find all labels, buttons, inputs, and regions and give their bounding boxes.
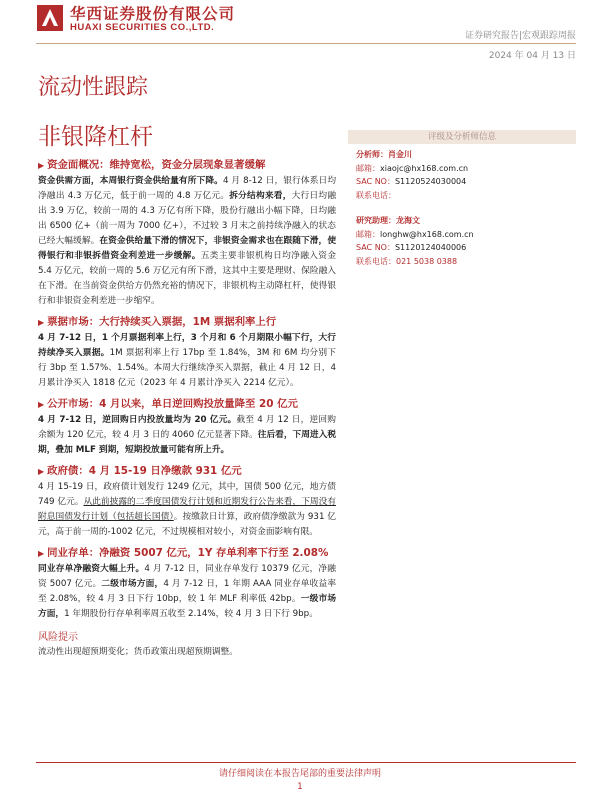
huaxi-logo-icon (36, 4, 64, 32)
assistant-name: 龙海文 (396, 216, 420, 225)
section-paragraph: 4 月 7-12 日，逆回购日内投放量均为 20 亿元。截至 4 月 12 日，逆回购余额为 120 亿元，较 4 月 3 日的 4060 亿元显著下降。往后看，下周进入税期，叠加 MLF 到期，短期投放量可能有所上升。 (38, 415, 337, 455)
analyst-row: 分析师：肖金川 (356, 150, 412, 159)
arrow-right-icon: ▶ (38, 161, 45, 170)
arrow-right-icon: ▶ (38, 400, 45, 409)
assistant-sac: S1120124040006 (394, 243, 467, 252)
section-paragraph: 4 月 15-19 日，政府债计划发行 1249 亿元，其中，国债 500 亿元，地方债 749 亿元。从此前披露的二季度国债发行计划和近期发行公告来看，下周没有附息国债发行计划（包括超长国债）。按缴款日计算，政府债净缴款为 931 亿元，高于前一周的-1002 亿元，不过规模相对较小，对资金面影响有限。 (38, 482, 337, 537)
sidebar-heading: 评级及分析师信息 (348, 130, 576, 144)
section-heading: ▶ 政府债：4 月 15-19 日净缴款 931 亿元 (38, 465, 242, 477)
header-divider (36, 43, 576, 44)
analyst-name: 肖金川 (388, 150, 412, 159)
section-heading: ▶ 公开市场：4 月以来，单日逆回购投放量降至 20 亿元 (38, 398, 298, 410)
section-heading: ▶ 票据市场：大行持续买入票据，1M 票据利率上行 (38, 316, 277, 328)
assistant-row: 研究助理：龙海文 (356, 216, 420, 225)
legal-disclaimer-link[interactable]: 请仔细阅读在本报告尾部的重要法律声明 (218, 769, 381, 779)
report-date: 2024 年 04 月 13 日 (488, 51, 576, 61)
company-name-cn: 华西证券股份有限公司 (70, 5, 236, 23)
arrow-right-icon: ▶ (38, 549, 45, 558)
risk-text: 流动性出现超预期变化；货币政策出现超预期调整。 (38, 647, 238, 657)
company-name-en: HUAXI SECURITIES CO.,LTD. (70, 22, 215, 33)
analyst-email[interactable]: xiaojc@hx168.com.cn (380, 163, 469, 173)
section-3 (38, 397, 336, 458)
analyst-sac: S1120524030004 (394, 177, 467, 186)
report-type: 证券研究报告|宏观跟踪周报 (464, 31, 576, 41)
section-2 (38, 315, 336, 391)
arrow-right-icon: ▶ (38, 318, 45, 327)
assistant-phone: 021 5038 0388 (396, 256, 458, 266)
report-title: 流动性跟踪 (38, 75, 149, 100)
report-subtitle: 非银降杠杆 (38, 124, 153, 150)
arrow-right-icon: ▶ (38, 467, 45, 476)
section-paragraph: 同业存单净融资大幅上升。4 月 7-12 日，同业存单发行 10379 亿元，净融资 5007 亿元。二级市场方面，4 月 7-12 日，1 年期 AAA 同业存单收益率至 2.08%，较 4 月 3 日下行 10bp，较 1 年 MLF 利率低 42bp。一级市场方面，1 年期股份行存单利率周五收至 2.14%，较 4 月 3 日下行 9bp。 (38, 564, 337, 619)
page-number: 1 (297, 782, 303, 792)
analyst-info: 分析师：肖金川 邮箱：xiaojc@hx168.com.cn SAC NO：S1120524030004 联系电话： 研究助理：龙海文 邮箱：longhw@hx168.com.cn SAC NO：S1120124040006 联系电话：021 5038 0388 (356, 148, 576, 268)
section-paragraph: 资金供需方面，本周银行资金供给量有所下降。4 月 8-12 日，银行体系日均净融出 4.3 万亿元，低于前一周的 4.8 万亿元。拆分结构来看，大行日均融出 3.9 万亿，较前一周的 4.3 万亿有所下降，股份行融出小幅下降，日均融出 6500 亿+（前一周为 7000 亿+），不过较 3 月末之前持续净融入的状态已经大幅缓解。在资金供给量下滑的情况下，非银资金需求也在跟随下滑，使得银行和非银拆借资金利差进一步缓解。五类主要非银机构日均净融入资金 5.4 万亿元，较前一周的 5.6 万亿元有所下滑，这其中主要是理财、保险融入在下滑。在当前资金供给方仍然充裕的情况下，非银机构主动降杠杆，使得银行和非银资金利差进一步缩窄。 (38, 176, 337, 306)
section-5 (38, 546, 336, 622)
assistant-email[interactable]: longhw@hx168.com.cn (380, 229, 474, 239)
section-1 (38, 158, 336, 309)
report-body (38, 158, 336, 660)
section-paragraph: 4 月 7-12 日，1 个月票据利率上行，3 个月和 6 个月期限小幅下行，大行持续净买入票据。1M 票据利率上行 17bp 至 1.84%，3M 和 6M 均分别下行 3bp 至 1.57%、1.54%。本周大行继续净买入票据，截止 4 月 12 日，4 月累计净买入 1818 亿元（2023 年 4 月累计净买入 2214 亿元）。 (38, 333, 336, 388)
section-heading: ▶ 资金面概况：维持宽松，资金分层现象显著缓解 (38, 159, 266, 171)
risk-heading: 风险提示 (38, 632, 78, 643)
section-heading: ▶ 同业存单：净融资 5007 亿元，1Y 存单利率下行至 2.08% (38, 547, 329, 559)
section-4 (38, 464, 336, 540)
footer-divider (36, 762, 576, 763)
